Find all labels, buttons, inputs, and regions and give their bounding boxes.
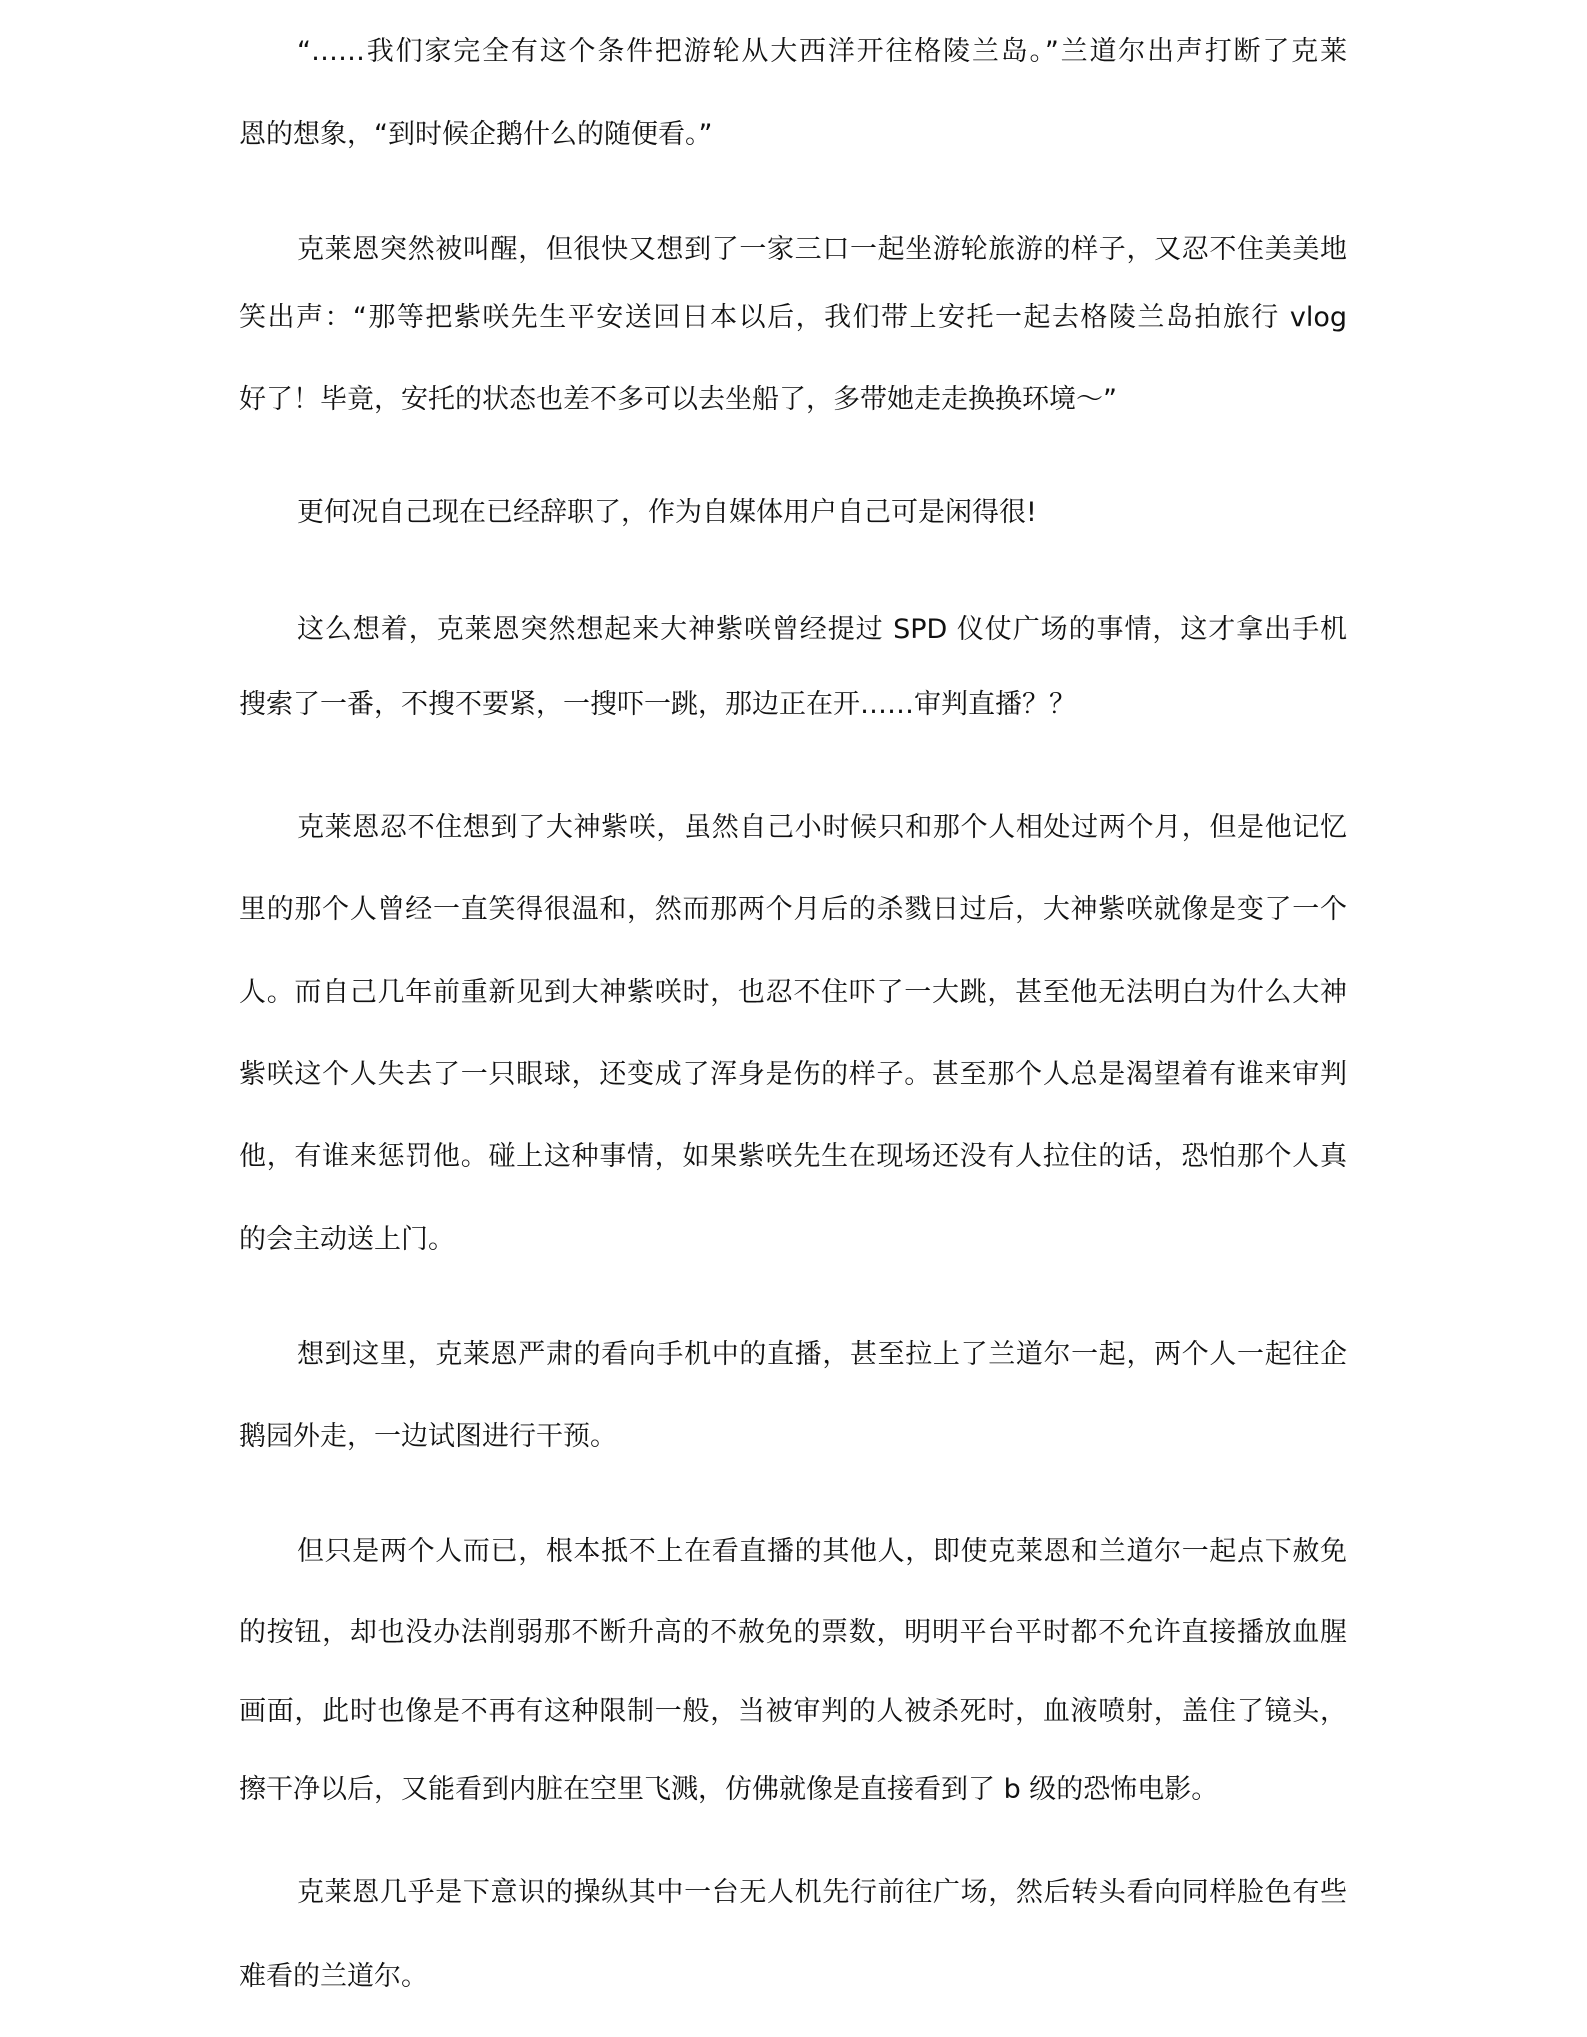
paragraph-line: 搜索了一番，不搜不要紧，一搜吓一跳，那边正在开……审判直播？？ bbox=[239, 689, 1076, 720]
paragraph-line: 擦干净以后，又能看到内脏在空里飞溅，仿佛就像是直接看到了 b 级的恐怖电影。 bbox=[239, 1774, 1219, 1805]
paragraph-line: 克莱恩几乎是下意识的操纵其中一台无人机先行前往广场，然后转头看向同样脸色有些 bbox=[297, 1877, 1347, 1908]
paragraph-line: 人。而自己几年前重新见到大神紫咲时，也忍不住吓了一大跳，甚至他无法明白为什么大神 bbox=[239, 977, 1347, 1008]
paragraph-line: 更何况自己现在已经辞职了，作为自媒体用户自己可是闲得很! bbox=[297, 497, 1037, 528]
paragraph-line: 恩的想象，“到时候企鹅什么的随便看。” bbox=[239, 119, 713, 150]
paragraph-line: 他，有谁来惩罚他。碰上这种事情，如果紫咲先生在现场还没有人拉住的话，恐怕那个人真 bbox=[239, 1141, 1347, 1172]
paragraph-line: 这么想着，克莱恩突然想起来大神紫咲曾经提过 SPD 仪仗广场的事情，这才拿出手机 bbox=[297, 614, 1347, 645]
paragraph-line: 的按钮，却也没办法削弱那不断升高的不赦免的票数，明明平台平时都不允许直接播放血腥 bbox=[239, 1617, 1347, 1648]
paragraph-line: 鹅园外走，一边试图进行干预。 bbox=[239, 1421, 617, 1452]
paragraph-line: 画面，此时也像是不再有这种限制一般，当被审判的人被杀死时，血液喷射，盖住了镜头， bbox=[239, 1696, 1347, 1727]
paragraph-line: 想到这里，克莱恩严肃的看向手机中的直播，甚至拉上了兰道尔一起，两个人一起往企 bbox=[297, 1339, 1347, 1370]
paragraph-line: 里的那个人曾经一直笑得很温和，然而那两个月后的杀戮日过后，大神紫咲就像是变了一个 bbox=[239, 894, 1347, 925]
paragraph-line: 的会主动送上门。 bbox=[239, 1224, 455, 1255]
paragraph-line: 克莱恩突然被叫醒，但很快又想到了一家三口一起坐游轮旅游的样子，又忍不住美美地 bbox=[297, 234, 1347, 265]
paragraph-line: 紫咲这个人失去了一只眼球，还变成了浑身是伤的样子。甚至那个人总是渴望着有谁来审判 bbox=[239, 1059, 1347, 1090]
paragraph-line: 笑出声：“那等把紫咲先生平安送回日本以后，我们带上安托一起去格陵兰岛拍旅行 vlog bbox=[239, 302, 1347, 333]
paragraph-line: 难看的兰道尔。 bbox=[239, 1961, 428, 1992]
paragraph-line: 好了！毕竟，安托的状态也差不多可以去坐船了，多带她走走换换环境～” bbox=[239, 384, 1117, 415]
paragraph-line: 但只是两个人而已，根本抵不上在看直播的其他人，即使克莱恩和兰道尔一起点下赦免 bbox=[297, 1536, 1347, 1567]
paragraph-line: 克莱恩忍不住想到了大神紫咲，虽然自己小时候只和那个人相处过两个月，但是他记忆 bbox=[297, 812, 1347, 843]
paragraph-line: “……我们家完全有这个条件把游轮从大西洋开往格陵兰岛。”兰道尔出声打断了克莱 bbox=[297, 36, 1347, 67]
